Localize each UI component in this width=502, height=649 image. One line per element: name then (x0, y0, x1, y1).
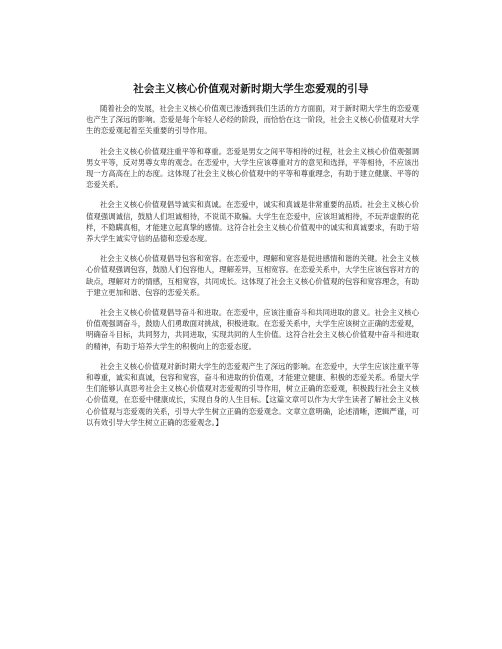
document-body (86, 103, 419, 437)
paragraph-striving: 社会主义核心价值观倡导奋斗和进取。在恋爱中，应该注重奋斗和共同进取的意义。社会主义核心价值观强调奋斗，鼓励人们勇敢面对挑战，积极进取。在恋爱关系中，大学生应该树立正确的恋爱观，明确奋斗目标，共同努力，共同进取，实现共同的人生价值。这符合社会主义核心价值观中奋斗和进取的精神，有助于培养大学生的积极向上的恋爱态度。 (86, 308, 419, 351)
paragraph-equality: 社会主义核心价值观注重平等和尊重。恋爱是男女之间平等相待的过程，社会主义核心价值观强调男女平等，反对男尊女卑的观念。在恋爱中，大学生应该尊重对方的意见和选择，平等相待，不应该出现一方高高在上的态度。这体现了社会主义核心价值观中的平等和尊重理念，有助于建立健康、平等的恋爱关系。 (86, 146, 419, 190)
paragraph-honesty: 社会主义核心价值观倡导诚实和真诚。在恋爱中，诚实和真诚是非常重要的品质。社会主义核心价值观强调诚信，鼓励人们坦诚相待，不说谎不欺骗。大学生在恋爱中，应该坦诚相待，不玩弄虚假的花样，不隐瞒真相，才能建立起真挚的感情。这符合社会主义核心价值观中的诚实和真诚要求，有助于培养大学生诚实守信的品德和恋爱态度。 (86, 200, 419, 244)
paragraph-conclusion: 社会主义核心价值观对新时期大学生的恋爱观产生了深远的影响。在恋爱中，大学生应该注重平等和尊重，诚实和真诚，包容和宽容，奋斗和进取的价值观，才能建立健康、积极的恋爱关系。希望大学生们能够认真思考社会主义核心价值观对恋爱观的引导作用，树立正确的恋爱观，积极践行社会主义核心价值观，在恋爱中健康成长，实现自身的人生目标。【这篇文章可以作为大学生读者了解社会主义核心价值观与恋爱观的关系，引导大学生树立正确的恋爱观念。文章立意明确，论述清晰，逻辑严谨，可以有效引导大学生树立正确的恋爱观念。】 (86, 361, 419, 427)
paragraph-intro: 随着社会的发展，社会主义核心价值观已渗透到我们生活的方方面面，对于新时期大学生的恋爱观也产生了深远的影响。恋爱是每个年轻人必经的阶段，而恰恰在这一阶段，社会主义核心价值观对大学生的恋爱观起着至关重要的引导作用。 (86, 104, 419, 136)
document-title: 社会主义核心价值观对新时期大学生恋爱观的引导 (133, 83, 369, 95)
paragraph-tolerance: 社会主义核心价值观倡导包容和宽容。在恋爱中，理解和宽容是促进感情和谐的关键。社会主义核心价值观强调包容，鼓励人们包容他人，理解差异，互相宽容。在恋爱关系中，大学生应该包容对方的缺点，理解对方的情感，互相宽容，共同成长。这体现了社会主义核心价值观的包容和宽容理念，有助于建立更加和谐、包容的恋爱关系。 (86, 254, 419, 297)
